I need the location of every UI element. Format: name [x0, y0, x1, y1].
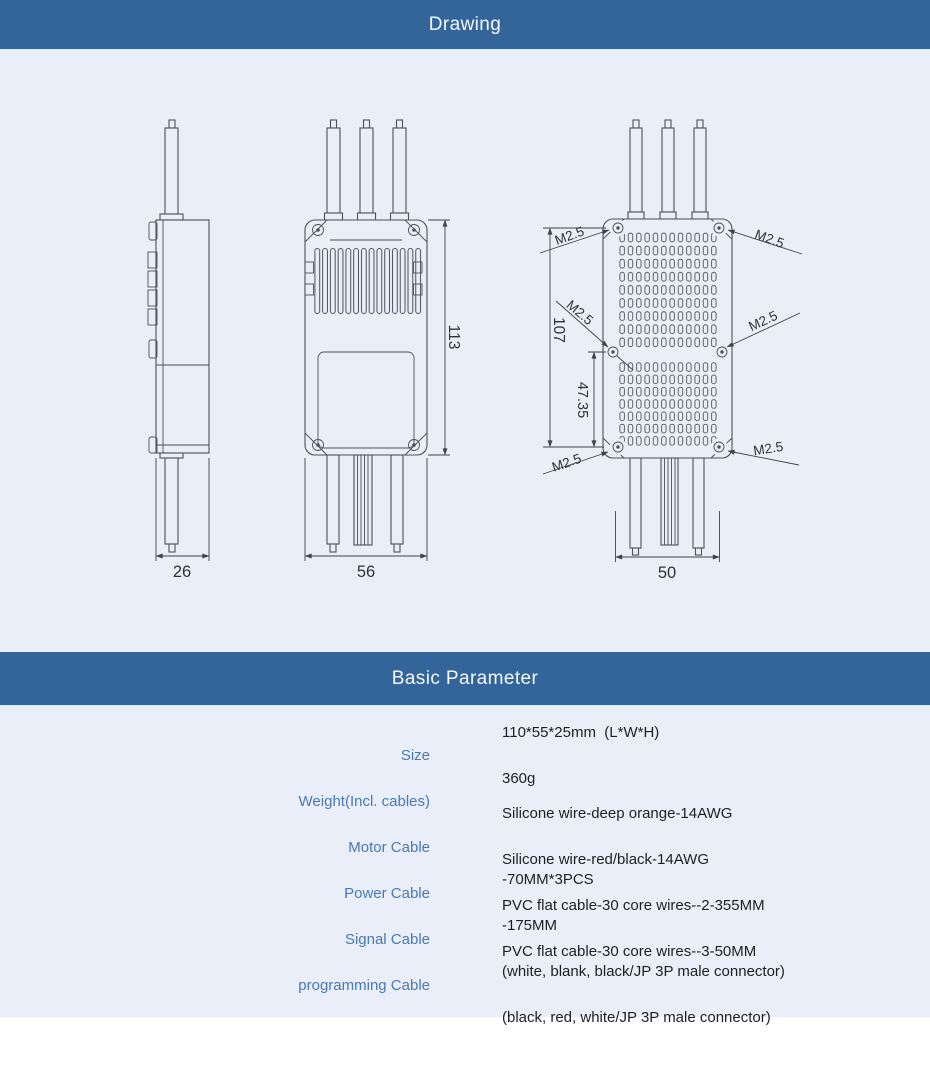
param-row-motor-cable — [0, 805, 930, 888]
param-value-line: -175MM — [502, 917, 558, 934]
basic-parameter-section-header — [0, 652, 930, 705]
dim-front-width: 56 — [356, 563, 376, 581]
dim-front-height: 113 — [445, 324, 462, 350]
param-value-line: Silicone wire-deep orange-14AWG — [502, 805, 733, 822]
basic-parameter-section-title: Basic Parameter — [391, 668, 539, 689]
param-label: Weight(Incl. cables) — [298, 792, 430, 810]
technical-drawing — [0, 49, 930, 652]
heatsink-fins — [305, 248, 422, 314]
screw-size-label-mid-left: M2.5 — [563, 297, 597, 328]
screw-size-label-mid-right: M2.5 — [746, 307, 780, 335]
front-top-wires — [325, 120, 409, 220]
screw-size-label-bottom-left: M2.5 — [549, 450, 584, 475]
param-label: Signal Cable — [344, 930, 430, 948]
param-value-line: PVC flat cable-30 core wires--2-355MM — [502, 897, 765, 914]
param-row-weight — [0, 770, 930, 824]
param-label: Motor Cable — [348, 838, 430, 856]
front-view — [305, 120, 462, 581]
param-row-signal-cable — [0, 897, 930, 980]
vent-hole-grid — [618, 231, 718, 447]
screw-size-label-top-right: M2.5 — [752, 226, 787, 251]
param-row-power-cable — [0, 851, 930, 934]
front-bottom-wires — [327, 455, 403, 552]
param-row-programming-cable — [0, 943, 930, 1026]
param-label: Size — [400, 746, 430, 764]
param-value — [502, 897, 771, 1073]
back-bottom-wires — [630, 458, 704, 555]
dim-hole-spacing-inner: 47.35 — [574, 381, 590, 419]
param-label: programming Cable — [298, 976, 430, 994]
param-value-line: -70MM*3PCS — [502, 871, 594, 888]
dim-side-width: 26 — [172, 563, 192, 581]
parameter-table — [0, 705, 930, 1026]
dim-back-width: 50 — [657, 564, 677, 582]
param-row-size — [0, 724, 930, 778]
param-value-line: Silicone wire-red/black-14AWG — [502, 851, 710, 868]
drawing-section-header — [0, 0, 930, 49]
drawing-section-title: Drawing — [428, 14, 502, 35]
param-value-line: PVC flat cable-30 core wires--3-50MM — [502, 943, 757, 960]
param-label: Power Cable — [344, 884, 430, 902]
side-view — [148, 120, 209, 581]
param-value-line: 110*55*25mm (L*W*H) — [502, 724, 660, 741]
dim-hole-spacing-vertical: 107 — [550, 317, 567, 343]
param-value-line: (white, blank, black/JP 3P male connector) — [502, 963, 785, 980]
back-view — [540, 120, 802, 582]
param-value-line: (black, red, white/JP 3P male connector) — [502, 1009, 771, 1026]
screw-size-label-bottom-right: M2.5 — [752, 438, 785, 459]
param-value-line: 360g — [502, 770, 536, 787]
back-top-wires — [628, 120, 708, 219]
screw-size-label-top-left: M2.5 — [552, 223, 587, 248]
